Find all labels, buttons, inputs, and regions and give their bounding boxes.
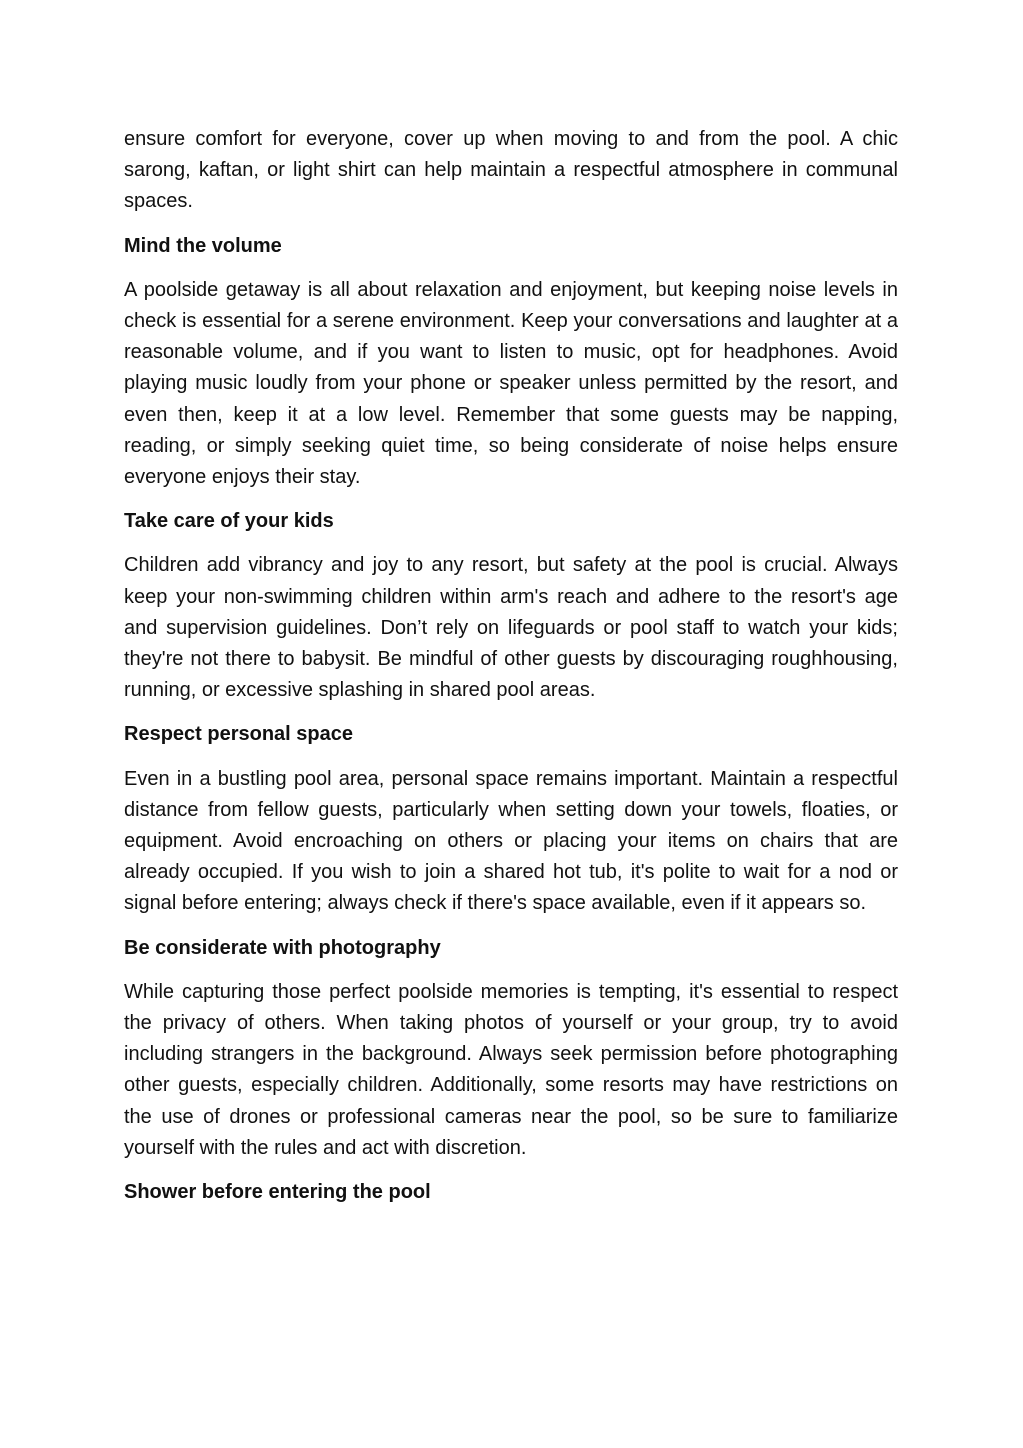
section-heading-take-care-of-your-kids: Take care of your kids [124, 510, 334, 533]
section-heading-be-considerate-with-photography: Be considerate with photography [124, 936, 441, 959]
section-body-respect-personal-space: Even in a bustling pool area, personal space remains important. Maintain a respectful distance from fellow guests, particularly when setting down your towels, floaties, or equipment. Avoid encroaching on others or placing your items on chairs that are already occupied. If you wish to join a shared hot tub, it's polite to wait for a nod or signal before entering; always check if there's space available, even if it appears so. [124, 767, 898, 915]
section-heading-mind-the-volume: Mind the volume [124, 234, 282, 257]
document-page [124, 124, 898, 1208]
section-heading-shower-before-entering-the-pool: Shower before entering the pool [124, 1181, 431, 1204]
section-heading-respect-personal-space: Respect personal space [124, 723, 353, 746]
section-body-take-care-of-your-kids: Children add vibrancy and joy to any resort, but safety at the pool is crucial. Always keep your non-swimming children within arm's reach and adhere to the resort's age and supervision guidelines. Don’t rely on lifeguards or pool staff to watch your kids; they're not there to babysit. Be mindful of other guests by discouraging roughhousing, running, or excessive splashing in shared pool areas. [124, 554, 898, 702]
section-body-mind-the-volume: A poolside getaway is all about relaxation and enjoyment, but keeping noise levels in check is essential for a serene environment. Keep your conversations and laughter at a reasonable volume, and if you want to listen to music, opt for headphones. Avoid playing music loudly from your phone or speaker unless permitted by the resort, and even then, keep it at a low level. Remember that some guests may be napping, reading, or simply seeking quiet time, so being considerate of noise helps ensure everyone enjoys their stay. [124, 278, 898, 489]
intro-paragraph: ensure comfort for everyone, cover up when moving to and from the pool. A chic sarong, kaftan, or light shirt can help maintain a respectful atmosphere in communal spaces. [124, 128, 898, 213]
section-body-be-considerate-with-photography: While capturing those perfect poolside memories is tempting, it's essential to respect the privacy of others. When taking photos of yourself or your group, try to avoid including strangers in the background. Always seek permission before photographing other guests, especially children. Additionally, some resorts may have restrictions on the use of drones or professional cameras near the pool, so be sure to familiarize yourself with the rules and act with discretion. [124, 980, 898, 1159]
